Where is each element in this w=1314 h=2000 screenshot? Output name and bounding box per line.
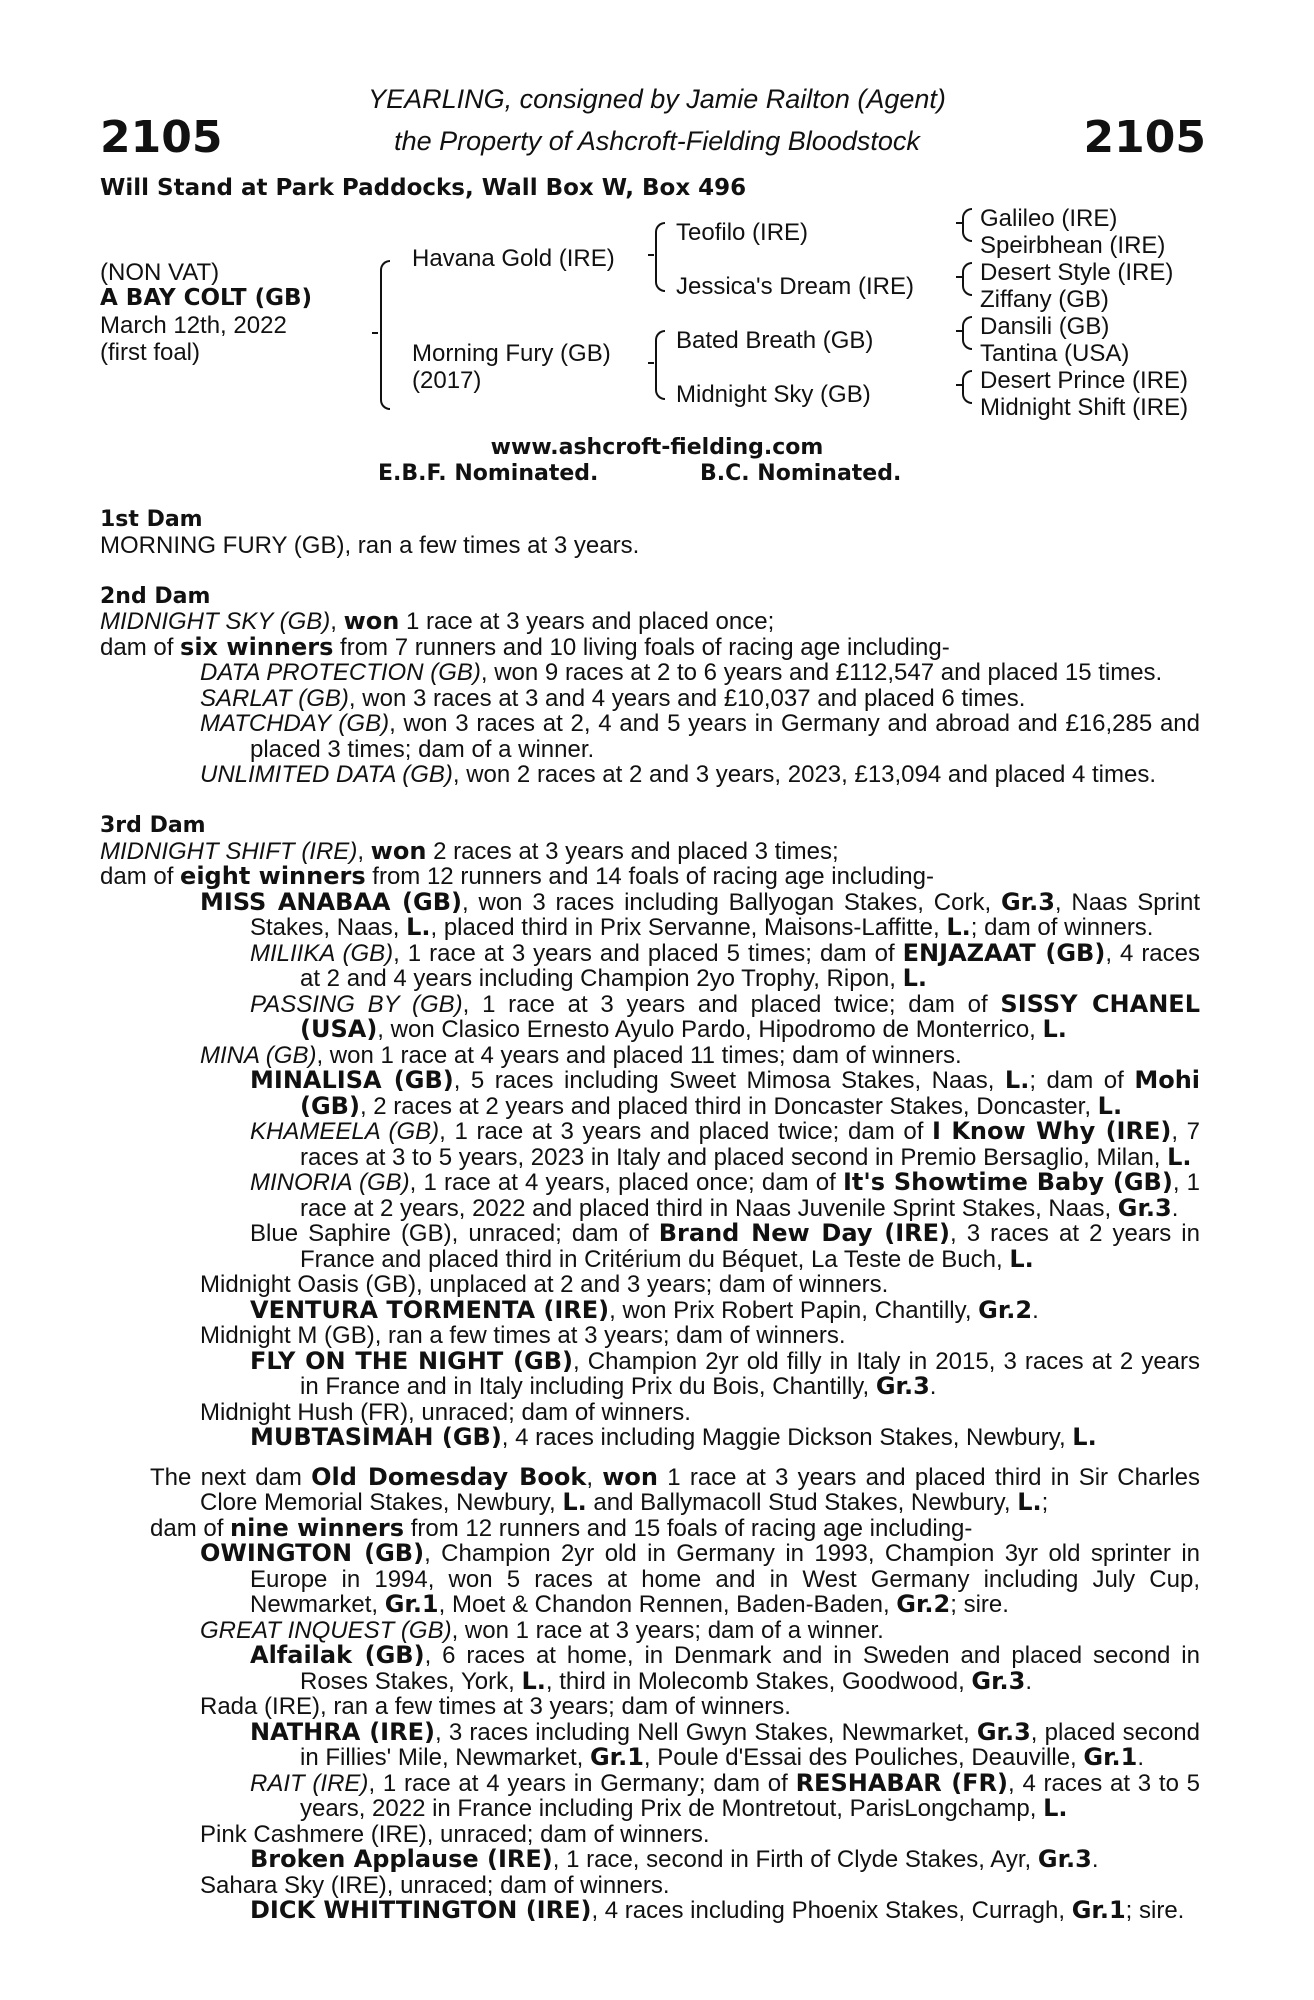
- brace-tip: [956, 384, 962, 386]
- text-segment: .: [1091, 1846, 1099, 1873]
- bold-text: L.: [1043, 1794, 1068, 1822]
- text-segment: Midnight Hush (FR), unraced; dam of winners.: [200, 1398, 691, 1426]
- progeny-name: UNLIMITED DATA (GB): [200, 761, 453, 788]
- pedigree-line: [100, 1643, 1200, 1694]
- pedigree-line: [100, 1822, 1200, 1848]
- text-segment: , 4 races at 2 and 4 years including Champion 2yo Trophy, Ripon,: [300, 939, 1201, 992]
- pedigree-line: [100, 1847, 1200, 1873]
- text-segment: , 1 race at 3 years and placed 5 times; dam of: [393, 939, 903, 967]
- bold-text: Gr.3: [875, 1372, 930, 1400]
- consignor-line: YEARLING, consigned by Jamie Railton (Agent): [368, 84, 946, 114]
- text-segment: Rada (IRE), ran a few times at 3 years; dam of winners.: [200, 1693, 791, 1720]
- pedigree-line: [100, 1618, 1200, 1644]
- pedigree-line: [100, 1068, 1200, 1119]
- text-segment: , 6 races at home, in Denmark and in Sweden and placed second in Roses Stakes, York,: [300, 1642, 1200, 1695]
- sire-line-brace: [655, 222, 665, 292]
- text-segment: ;: [1041, 1489, 1049, 1516]
- ggs-3: Dansili (GB): [980, 313, 1110, 340]
- catalogue-body: [100, 507, 1200, 1924]
- text-segment: The next dam: [150, 1463, 312, 1491]
- italic-text: RAIT (IRE): [250, 1769, 369, 1797]
- bold-text: SISSY CHANEL (USA): [300, 989, 1200, 1043]
- first-dam-heading: 1st Dam: [100, 507, 203, 532]
- sire-dam: Jessica's Dream (IRE): [676, 273, 914, 300]
- pedigree-line: [100, 1717, 1201, 1771]
- bold-text: Gr.2: [896, 1590, 951, 1618]
- third-dam-progeny: [100, 887, 1201, 1451]
- website-link[interactable]: www.ashcroft-fielding.com: [490, 435, 824, 460]
- bc-nominated: B.C. Nominated.: [700, 461, 902, 486]
- bold-text: L.: [1097, 1091, 1123, 1120]
- bold-text: MINALISA (GB): [250, 1066, 454, 1094]
- text-segment: , 1 race at 2 years, 2022 and placed third in Naas Juvenile Sprint Stakes, Naas,: [300, 1169, 1201, 1222]
- bold-text: It's Showtime Baby (GB): [842, 1168, 1173, 1196]
- bold-text: L.: [902, 964, 927, 992]
- progeny-record: , won 3 races at 3 and 4 years and £10,037 and placed 6 times.: [348, 684, 1026, 712]
- produce-post: from 7 runners and 10 living foals of racing age including-: [333, 633, 950, 661]
- pedigree-line: [100, 1295, 1200, 1324]
- bold-text: nine winners: [230, 1513, 405, 1542]
- produce-post: from 12 runners and 14 foals of racing age including-: [365, 863, 934, 890]
- progeny-line: [100, 762, 1200, 788]
- second-dam-progeny: [100, 660, 1200, 788]
- ggd-2: Ziffany (GB): [980, 286, 1109, 313]
- bold-text: L.: [1017, 1488, 1042, 1516]
- text-segment: 1 race at 3 years and placed third in Sir Charles Clore Memorial Stakes, Newbury,: [200, 1463, 1200, 1516]
- text-segment: , 7 races at 3 to 5 years, 2023 in Italy and placed second in Premio Bersaglio, Milan,: [300, 1118, 1200, 1171]
- progeny-name: DATA PROTECTION (GB): [200, 659, 481, 686]
- bold-text: L.: [1072, 1423, 1097, 1451]
- italic-text: MINORIA (GB): [250, 1169, 410, 1196]
- text-segment: , 1 race at 3 years and placed twice; dam of: [462, 990, 1001, 1018]
- progeny-line: [100, 660, 1200, 686]
- ggs-4: Desert Prince (IRE): [980, 367, 1189, 394]
- text-segment: , 3 races including Nell Gwyn Stakes, Newmarket,: [434, 1718, 977, 1746]
- gs-brace-2: [962, 262, 972, 296]
- horse-name: A BAY COLT (GB): [100, 285, 313, 311]
- second-dam-record: MIDNIGHT SKY (GB), won 1 race at 3 years and placed once;: [100, 607, 775, 635]
- progeny-record: , won 9 races at 2 to 6 years and £112,547 and placed 15 times.: [480, 659, 1163, 686]
- vat-status: (NON VAT): [100, 259, 220, 286]
- bold-text: L.: [562, 1488, 587, 1516]
- text-segment: , 1 race at 3 years and placed twice; dam of: [439, 1118, 933, 1145]
- pedigree-line: [100, 1346, 1201, 1400]
- text-segment: Midnight Oasis (GB), unplaced at 2 and 3 years; dam of winners.: [200, 1271, 889, 1298]
- text-segment: , placed second in Fillies' Mile, Newmarket,: [300, 1718, 1201, 1771]
- ggs-1: Galileo (IRE): [980, 205, 1118, 232]
- property-line: the Property of Ashcroft-Fielding Bloodstock: [394, 126, 920, 156]
- record-text: 1 race at 3 years and placed once;: [399, 608, 775, 635]
- brace-tip: [372, 332, 378, 334]
- bold-text: MISS ANABAA (GB): [200, 887, 462, 916]
- won-label: won: [370, 836, 427, 865]
- bold-text: Gr.3: [971, 1666, 1026, 1695]
- second-dam-heading: 2nd Dam: [100, 583, 211, 609]
- bold-text: Gr.1: [1071, 1896, 1126, 1924]
- pedigree-line: [100, 989, 1200, 1043]
- ggd-3: Tantina (USA): [980, 340, 1130, 367]
- progeny-name: MATCHDAY (GB): [200, 710, 390, 737]
- text-segment: , 4 races including Maggie Dickson Stakes, Newbury,: [501, 1424, 1073, 1451]
- progeny-line: [100, 711, 1200, 762]
- text-segment: Midnight M (GB), ran a few times at 3 years; dam of winners.: [200, 1322, 846, 1349]
- pedigree-line: [100, 1119, 1200, 1170]
- bold-text: Gr.3: [976, 1717, 1031, 1746]
- stand-location: Will Stand at Park Paddocks, Wall Box W, Box 496: [100, 175, 747, 201]
- pedigree-line: [100, 1873, 1200, 1899]
- bold-text: Gr.2: [978, 1295, 1033, 1324]
- brace-tip: [956, 276, 962, 278]
- produce-pre: dam of: [100, 863, 181, 890]
- text-segment: , 4 races at 3 to 5 years, 2022 in France including Prix de Montretout, ParisLongchamp,: [300, 1769, 1201, 1822]
- bold-text: L.: [1009, 1244, 1034, 1273]
- italic-text: MILIIKA (GB): [250, 939, 394, 967]
- sire-dam-brace: [380, 260, 390, 410]
- dam-dam: Midnight Sky (GB): [676, 381, 871, 408]
- text-segment: , placed third in Prix Servanne, Maisons-Laffitte,: [430, 914, 947, 941]
- text-segment: , won 1 race at 4 years and placed 11 times; dam of winners.: [316, 1041, 962, 1069]
- bold-text: I Know Why (IRE): [932, 1117, 1172, 1145]
- text-segment: .: [1025, 1667, 1033, 1695]
- text-segment: , 1 race at 4 years in Germany; dam of: [368, 1769, 796, 1797]
- lot-number-right: 2105: [1083, 112, 1206, 163]
- pedigree-line: [100, 1323, 1200, 1349]
- bold-text: Broken Applause (IRE): [250, 1845, 553, 1873]
- text-segment: , 5 races including Sweet Mimosa Stakes, Naas,: [453, 1067, 1005, 1094]
- bold-text: VENTURA TORMENTA (IRE): [250, 1295, 610, 1324]
- text-segment: , 2 races at 2 years and placed third in Doncaster Stakes, Doncaster,: [359, 1092, 1098, 1120]
- text-segment: Pink Cashmere (IRE), unraced; dam of winners.: [200, 1820, 710, 1848]
- italic-text: MINA (GB): [200, 1041, 317, 1069]
- pedigree-line: [100, 1898, 1200, 1924]
- dam-line-brace: [655, 330, 665, 400]
- pedigree-line: [100, 1462, 1200, 1516]
- text-segment: dam of: [150, 1514, 231, 1542]
- bold-text: FLY ON THE NIGHT (GB): [250, 1346, 573, 1375]
- bold-text: L.: [1167, 1142, 1192, 1171]
- dam-sire: Bated Breath (GB): [676, 327, 874, 354]
- dam: Morning Fury (GB): [412, 340, 611, 367]
- next-dam-section: [100, 1462, 1201, 1924]
- second-dam-name: MIDNIGHT SKY (GB): [100, 608, 331, 635]
- text-segment: .: [1137, 1744, 1145, 1771]
- won-label: won: [343, 607, 400, 635]
- pedigree-line: [100, 1400, 1200, 1426]
- dam-year: (2017): [412, 367, 482, 394]
- pedigree-line: [100, 1043, 1200, 1069]
- text-segment: Sahara Sky (IRE), unraced; dam of winners.: [200, 1871, 670, 1899]
- bold-text: Gr.1: [384, 1590, 439, 1618]
- gs-brace-4: [962, 370, 972, 404]
- brace-tip: [956, 222, 962, 224]
- text-segment: , Champion 2yr old in Germany in 1993, Champion 3yr old sprinter in Europe in 1994, won 5 races at home and in West Germany including July Cup, Newmarket,: [250, 1540, 1201, 1618]
- pedigree-line: [100, 1272, 1200, 1298]
- bold-text: OWINGTON (GB): [200, 1539, 425, 1567]
- text-segment: , won 3 races including Ballyogan Stakes, Cork,: [461, 888, 1001, 916]
- second-dam-produce: [100, 632, 1200, 661]
- italic-text: KHAMEELA (GB): [250, 1118, 440, 1145]
- bold-text: L.: [521, 1666, 546, 1695]
- horse-dob: March 12th, 2022: [100, 312, 287, 339]
- text-segment: .: [1171, 1194, 1179, 1222]
- text-segment: , won 1 race at 3 years; dam of a winner.: [451, 1616, 884, 1644]
- pedigree-line: [100, 1694, 1200, 1720]
- bold-text: L.: [946, 913, 971, 941]
- bold-text: ENJAZAAT (GB): [902, 938, 1106, 967]
- third-dam-record: MIDNIGHT SHIFT (IRE), won 2 races at 3 years and placed 3 times;: [100, 836, 839, 865]
- progeny-record: , won 2 races at 2 and 3 years, 2023, £13,094 and placed 4 times.: [452, 761, 1157, 788]
- pedigree-line: [100, 1221, 1200, 1272]
- brace-tip: [956, 330, 962, 332]
- third-dam-produce: [100, 864, 1200, 890]
- text-segment: , won Prix Robert Papin, Chantilly,: [609, 1296, 979, 1324]
- pedigree-line: [100, 887, 1200, 941]
- text-segment: , 1 race, second in Firth of Clyde Stakes, Ayr,: [552, 1846, 1038, 1873]
- bold-text: RESHABAR (FR): [795, 1768, 1009, 1797]
- first-dam-text: MORNING FURY (GB), ran a few times at 3 years.: [100, 531, 640, 559]
- bold-text: Gr.1: [589, 1743, 644, 1771]
- brace-tip: [648, 254, 654, 256]
- gs-brace-3: [962, 316, 972, 350]
- progeny-name: SARLAT (GB): [200, 684, 349, 712]
- progeny-record: , won 3 races at 2, 4 and 5 years in Germany and abroad and £16,285 and placed 3 times; dam of a winner.: [250, 710, 1200, 763]
- ebf-nominated: E.B.F. Nominated.: [378, 461, 599, 486]
- lot-number-left: 2105: [100, 112, 223, 163]
- bold-text: NATHRA (IRE): [250, 1717, 435, 1746]
- pedigree-line: [100, 1541, 1200, 1618]
- sire-sire: Teofilo (IRE): [676, 219, 809, 246]
- bold-text: L.: [406, 913, 431, 941]
- bold-text: Gr.3: [1000, 887, 1055, 916]
- progeny-line: [100, 686, 1200, 712]
- text-segment: , Moet & Chandon Rennen, Baden-Baden,: [438, 1591, 897, 1618]
- bold-text: Old Domesday Book: [311, 1462, 587, 1491]
- text-segment: and Ballymacoll Stud Stakes, Newbury,: [586, 1489, 1018, 1516]
- brace-tip: [648, 362, 654, 364]
- text-segment: , Champion 2yr old filly in Italy in 2015, 3 races at 2 years in France and in Italy including Prix du Bois, Chantilly,: [300, 1347, 1201, 1400]
- ggd-4: Midnight Shift (IRE): [980, 394, 1189, 421]
- pedigree-line: [100, 1170, 1200, 1221]
- bold-text: won: [602, 1462, 658, 1491]
- pedigree-line: [100, 1768, 1201, 1822]
- bold-text: Gr.1: [1083, 1743, 1138, 1771]
- text-segment: , Naas Sprint Stakes, Naas,: [250, 888, 1200, 941]
- bold-text: Gr.3: [1117, 1193, 1172, 1222]
- text-segment: , 3 races at 2 years in France and placed third in Critérium du Béquet, La Teste de Buch,: [300, 1220, 1200, 1273]
- pedigree-line: [100, 1513, 1200, 1542]
- italic-text: GREAT INQUEST (GB): [200, 1616, 452, 1644]
- sire: Havana Gold (IRE): [412, 245, 615, 272]
- text-segment: ,: [586, 1463, 603, 1491]
- text-segment: , 1 race at 4 years, placed once; dam of: [409, 1169, 843, 1196]
- produce-pre: dam of: [100, 633, 181, 661]
- text-segment: , Poule d'Essai des Pouliches, Deauville,: [643, 1744, 1084, 1771]
- gs-brace-1: [962, 208, 972, 242]
- text-segment: .: [1032, 1296, 1039, 1324]
- produce-count: eight winners: [180, 862, 366, 890]
- text-segment: ; sire.: [1125, 1897, 1185, 1924]
- text-segment: .: [929, 1373, 937, 1400]
- text-segment: Blue Saphire (GB), unraced; dam of: [250, 1220, 659, 1247]
- text-segment: , won Clasico Ernesto Ayulo Pardo, Hipodromo de Monterrico,: [377, 1016, 1043, 1043]
- ggs-2: Desert Style (IRE): [980, 259, 1174, 286]
- bold-text: Brand New Day (IRE): [658, 1219, 950, 1247]
- pedigree-line: [100, 1425, 1200, 1451]
- text-segment: ; dam of: [1029, 1067, 1135, 1094]
- text-segment: from 12 runners and 15 foals of racing age including-: [404, 1514, 973, 1542]
- bold-text: L.: [1004, 1066, 1030, 1094]
- third-dam-name: MIDNIGHT SHIFT (IRE): [100, 837, 358, 865]
- ggd-1: Speirbhean (IRE): [980, 232, 1166, 259]
- produce-count: six winners: [180, 632, 334, 661]
- text-segment: , third in Molecomb Stakes, Goodwood,: [545, 1667, 972, 1695]
- bold-text: MUBTASIMAH (GB): [250, 1423, 502, 1451]
- pedigree-line: [100, 938, 1201, 992]
- record-text: 2 races at 3 years and placed 3 times;: [426, 837, 839, 865]
- bold-text: L.: [1042, 1015, 1067, 1043]
- text-segment: , 4 races including Phoenix Stakes, Curragh,: [591, 1897, 1072, 1924]
- text-segment: ; dam of winners.: [970, 914, 1154, 941]
- italic-text: PASSING BY (GB): [250, 990, 463, 1018]
- bold-text: Gr.3: [1037, 1845, 1092, 1873]
- bold-text: DICK WHITTINGTON (IRE): [250, 1896, 592, 1924]
- bold-text: Mohi (GB): [300, 1066, 1201, 1120]
- bold-text: Alfailak (GB): [250, 1641, 425, 1669]
- horse-note: (first foal): [100, 339, 201, 366]
- third-dam-heading: 3rd Dam: [100, 813, 206, 838]
- text-segment: ; sire.: [950, 1591, 1009, 1618]
